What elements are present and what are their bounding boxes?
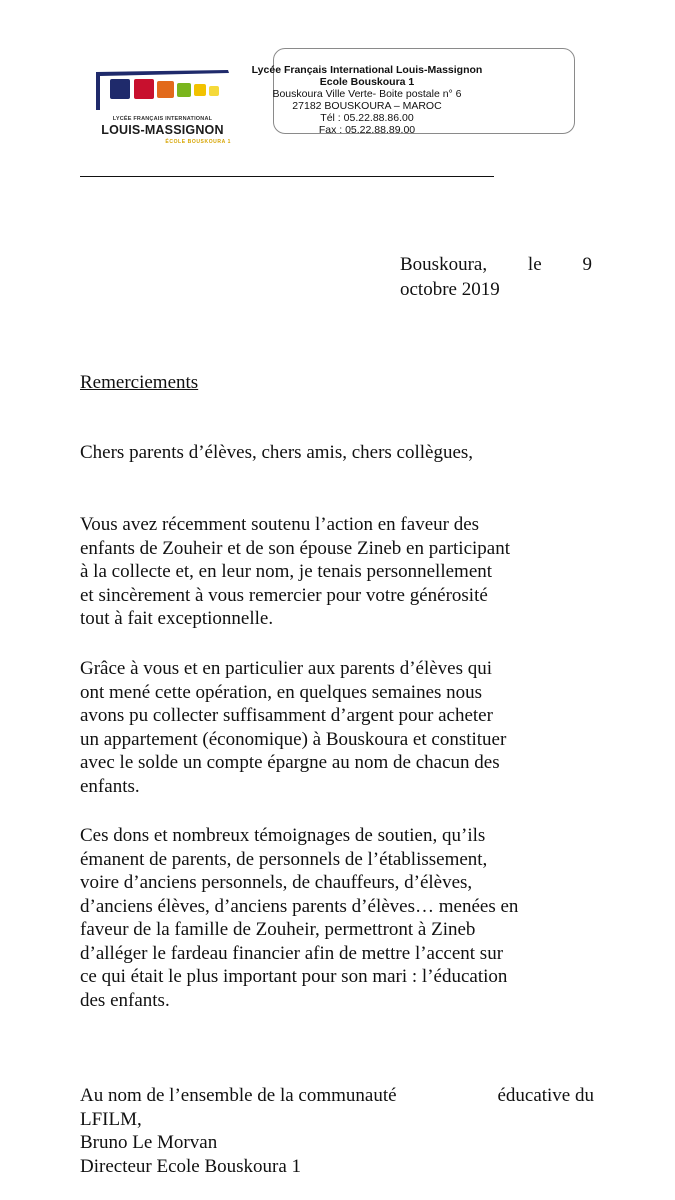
- closing-line1-left: Au nom de l’ensemble de la communauté: [80, 1085, 397, 1106]
- letter-date: [400, 252, 592, 302]
- paragraph-line: faveur de la famille de Zouheir, permettront à Zineb: [80, 919, 476, 940]
- paragraph-line: à la collecte et, en leur nom, je tenais personnellement: [80, 561, 493, 582]
- paragraph-line: émanent de parents, de personnels de l’établissement,: [80, 848, 488, 870]
- letter-signature: [80, 1084, 594, 1178]
- paragraph-1: [80, 513, 600, 631]
- address-line2: Ecole Bouskoura 1: [319, 76, 415, 88]
- logo-text-line3: ÉCOLE BOUSKOURA 1: [165, 139, 231, 145]
- paragraph-line: Vous avez récemment soutenu l’action en faveur des: [80, 514, 480, 535]
- address-line4: 27182 BOUSKOURA – MAROC: [292, 100, 442, 112]
- paragraph-line: enfants.: [80, 775, 140, 797]
- paragraph-line: et sincèrement à vous remercier pour votre générosité: [80, 584, 488, 606]
- paragraph-line: des enfants.: [80, 989, 170, 1011]
- date-day: 9: [582, 254, 592, 275]
- address-line1: Lycée Français International Louis-Massignon: [251, 64, 483, 76]
- paragraph-line: ont mené cette opération, en quelques semaines nous: [80, 681, 483, 703]
- date-place: Bouskoura,: [400, 254, 488, 275]
- letter-salutation: Chers parents d’élèves, chers amis, chers collègues,: [80, 442, 474, 463]
- paragraph-line: Grâce à vous et en particulier aux parents d’élèves qui: [80, 658, 493, 679]
- paragraph-line: tout à fait exceptionnelle.: [80, 608, 274, 629]
- header-divider: [80, 176, 494, 177]
- paragraph-line: avons pu collecter suffisamment d’argent pour acheter: [80, 705, 493, 726]
- signer-title: Directeur Ecole Bouskoura 1: [80, 1155, 302, 1177]
- logo-text-line1: LYCÉE FRANÇAIS INTERNATIONAL: [112, 116, 213, 122]
- school-logo: [90, 64, 235, 154]
- signer-name: Bruno Le Morvan: [80, 1132, 218, 1153]
- paragraph-3: [80, 824, 600, 1012]
- paragraph-line: un appartement (économique) à Bouskoura et constituer: [80, 728, 507, 750]
- logo-text-line2: LOUIS-MASSIGNON: [101, 123, 224, 137]
- date-line1: [400, 252, 592, 277]
- school-address: [240, 64, 494, 136]
- date-le: le: [527, 254, 542, 275]
- closing-line1: [80, 1084, 594, 1108]
- letter-subject: Remerciements: [80, 372, 199, 393]
- logo-emblem-icon: [90, 64, 235, 116]
- paragraph-line: d’anciens élèves, d’anciens parents d’élèves… menées en: [80, 895, 519, 917]
- closing-line2: LFILM,: [80, 1108, 142, 1130]
- paragraph-line: voire d’anciens personnels, de chauffeurs, d’élèves,: [80, 872, 473, 893]
- paragraph-line: d’alléger le fardeau financier afin de mettre l’accent sur: [80, 942, 504, 964]
- date-line2: octobre 2019: [400, 279, 500, 300]
- address-line3: Bouskoura Ville Verte- Boite postale n° 6: [272, 88, 462, 100]
- address-fax: Fax : 05.22.88.89.00: [318, 124, 416, 136]
- address-phone: Tél : 05.22.88.86.00: [320, 112, 414, 124]
- paragraph-2: [80, 657, 600, 798]
- paragraph-line: Ces dons et nombreux témoignages de soutien, qu’ils: [80, 825, 486, 846]
- paragraph-line: enfants de Zouheir et de son épouse Zineb en participant: [80, 537, 510, 559]
- closing-line1-right: éducative du: [497, 1085, 594, 1106]
- paragraph-line: avec le solde un compte épargne au nom de chacun des: [80, 752, 500, 773]
- paragraph-line: ce qui était le plus important pour son mari : l’éducation: [80, 966, 508, 987]
